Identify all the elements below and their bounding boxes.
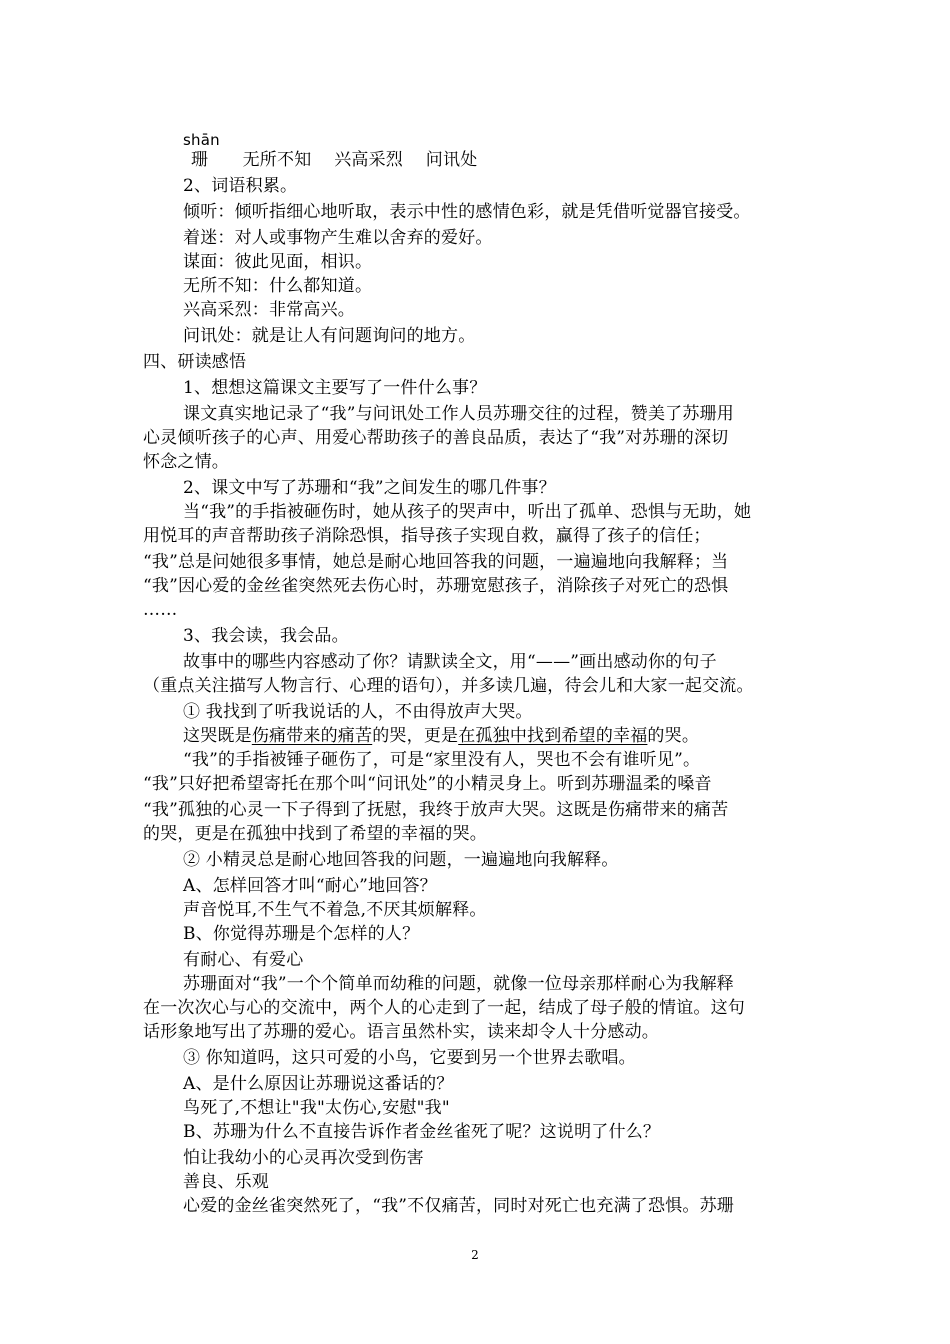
definition-line: 着迷：对人或事物产生难以舍弃的爱好。 xyxy=(183,228,493,248)
definition-line: 兴高采烈：非常高兴。 xyxy=(183,300,355,320)
definition-line: 无所不知：什么都知道。 xyxy=(183,276,373,296)
sub-question: A、怎样回答才叫“耐心”地回答？ xyxy=(183,876,437,896)
paragraph-line: “我”孤独的心灵一下子得到了抚慰，我终于放声大哭。这既是伤痛带来的痛苦 xyxy=(143,800,729,820)
sub-question: B、你觉得苏珊是个怎样的人？ xyxy=(183,924,420,944)
definition-line: 倾听：倾听指细心地听取，表示中性的感情色彩，就是凭借听觉器官接受。 xyxy=(183,202,751,222)
definition-line: 问讯处：就是让人有问题询问的地方。 xyxy=(183,326,476,346)
paragraph-line: （重点关注描写人物言行、心理的语句），并多读几遍，待会儿和大家一起交流。 xyxy=(143,676,754,696)
section-title: 2、词语积累。 xyxy=(183,176,298,196)
question: 3、我会读，我会品。 xyxy=(183,626,349,646)
quoted-sentence: ③ 你知道吗，这只可爱的小鸟，它要到另一个世界去歌唱。 xyxy=(183,1048,636,1068)
paragraph-line: 心爱的金丝雀突然死了，“我”不仅痛苦，同时对死亡也充满了恐惧。苏珊 xyxy=(183,1196,734,1216)
paragraph-line: “我”因心爱的金丝雀突然死去伤心时，苏珊宽慰孩子，消除孩子对死亡的恐惧 xyxy=(143,576,729,596)
quoted-sentence: ② 小精灵总是耐心地回答我的问题，一遍遍地向我解释。 xyxy=(183,850,619,870)
answer-line: 善良、乐观 xyxy=(183,1172,269,1192)
page-number: 2 xyxy=(471,1248,479,1262)
paragraph-line: …… xyxy=(143,600,178,620)
text-segment: 的哭。 xyxy=(647,726,700,746)
paragraph-line: 在一次次心与心的交流中，两个人的心走到了一起，结成了母子般的情谊。这句 xyxy=(143,998,745,1018)
text-segment: 这哭既是 xyxy=(183,726,252,746)
pinyin-annotation: shān xyxy=(183,131,220,149)
part-heading: 四、研读感悟 xyxy=(143,352,247,372)
sub-question: B、苏珊为什么不直接告诉作者金丝雀死了呢？这说明了什么？ xyxy=(183,1122,661,1142)
vocab-row: 珊 无所不知 兴高采烈 问讯处 xyxy=(191,150,478,170)
definition-line: 谋面：彼此见面，相识。 xyxy=(183,252,373,272)
paragraph-line: “我”总是问她很多事情，她总是耐心地回答我的问题，一遍遍地向我解释；当 xyxy=(143,552,729,572)
text-segment: 的哭，更是 xyxy=(372,726,459,746)
paragraph-line: 当“我”的手指被砸伤时，她从孩子的哭声中，听出了孤单、恐惧与无助，她 xyxy=(183,502,752,522)
paragraph-line: 用悦耳的声音帮助孩子消除恐惧，指导孩子实现自救，赢得了孩子的信任； xyxy=(143,526,711,546)
analysis-line xyxy=(183,724,699,748)
sub-question: A、是什么原因让苏珊说这番话的？ xyxy=(183,1074,454,1094)
answer-line: 鸟死了,不想让"我"太伤心,安慰"我" xyxy=(183,1098,450,1118)
underlined-phrase: 伤痛带来的痛苦 xyxy=(251,726,373,746)
quoted-sentence: ① 我找到了听我说话的人，不由得放声大哭。 xyxy=(183,702,533,722)
paragraph-line: “我”只好把希望寄托在那个叫“问讯处”的小精灵身上。听到苏珊温柔的嗓音 xyxy=(143,774,712,794)
paragraph-line: 话形象地写出了苏珊的爱心。语言虽然朴实，读来却令人十分感动。 xyxy=(143,1022,659,1042)
question: 1、想想这篇课文主要写了一件什么事？ xyxy=(183,378,487,398)
paragraph-line: 心灵倾听孩子的心声、用爱心帮助孩子的善良品质，表达了“我”对苏珊的深切 xyxy=(143,428,729,448)
paragraph-line: 课文真实地记录了“我”与问讯处工作人员苏珊交往的过程，赞美了苏珊用 xyxy=(183,404,734,424)
paragraph-line: 怀念之情。 xyxy=(143,452,229,472)
paragraph-line: 故事中的哪些内容感动了你？请默读全文，用“——”画出感动你的句子 xyxy=(183,652,717,672)
answer-line: 声音悦耳,不生气不着急,不厌其烦解释。 xyxy=(183,900,487,920)
paragraph-line: “我”的手指被锤子砸伤了，可是“家里没有人，哭也不会有谁听见”。 xyxy=(183,750,701,770)
paragraph-line: 的哭，更是在孤独中找到了希望的幸福的哭。 xyxy=(143,824,487,844)
answer-line: 怕让我幼小的心灵再次受到伤害 xyxy=(183,1148,424,1168)
underlined-phrase: 在孤独中找到希望的幸福 xyxy=(458,726,648,746)
question: 2、课文中写了苏珊和“我”之间发生的哪几件事？ xyxy=(183,478,556,498)
paragraph-line: 苏珊面对“我”一个个简单而幼稚的问题，就像一位母亲那样耐心为我解释 xyxy=(183,974,734,994)
answer-line: 有耐心、有爱心 xyxy=(183,950,304,970)
